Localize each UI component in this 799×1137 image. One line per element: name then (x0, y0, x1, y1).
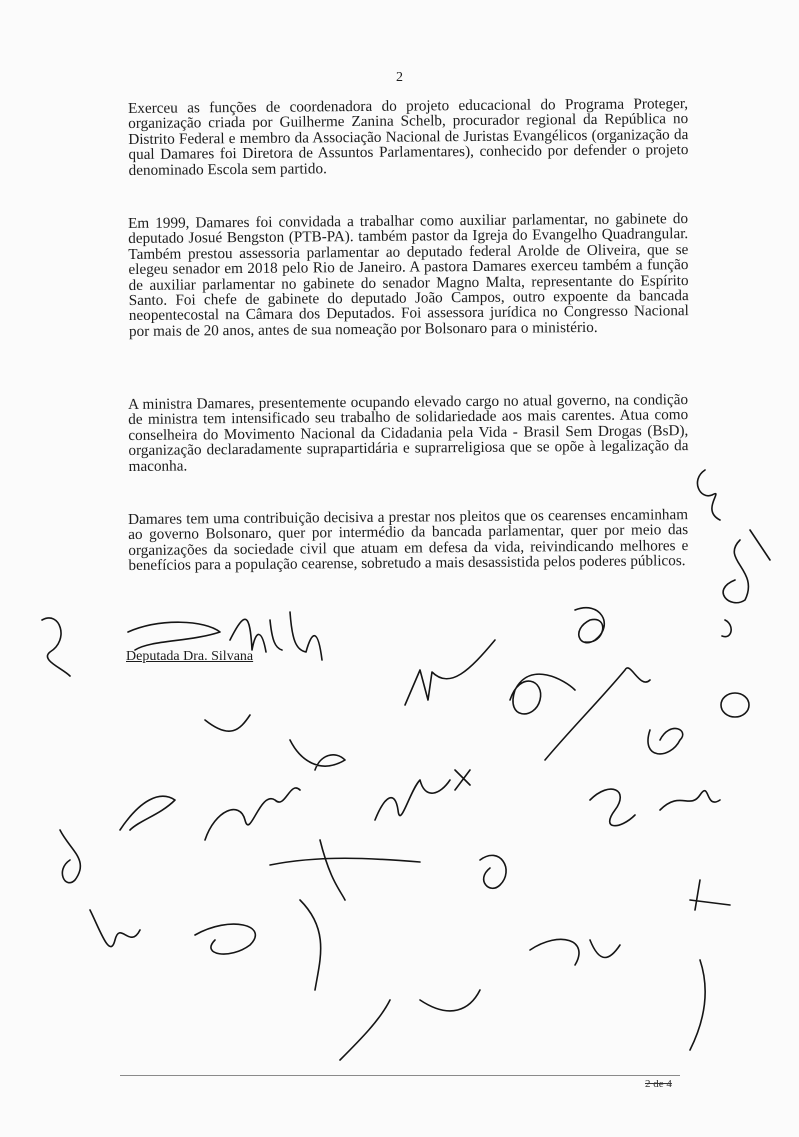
signature-left-3 (120, 796, 175, 830)
signature-diagonal (545, 668, 650, 760)
signature-right-4 (590, 789, 635, 826)
signature-right-6 (690, 880, 730, 910)
paragraph-contribution: Damares tem uma contribuição decisiva a prestar nos pleitos que os cearenses encaminham ao governo Bolsonaro, quer por intermédio da bancada parlamentar, quer por meio das organizações da sociedade civil que atuam em defesa da vida, reivindicando melhores e benefícios para a população cearense, sobretudo a mais desassistida pelos poderes públicos. (127, 506, 689, 575)
signature-right-5 (660, 791, 720, 810)
paragraph-career: Em 1999, Damares foi convidada a trabalhar como auxiliar parlamentar, no gabinete do deputado Josué Bengston (PTB-PA). também pastor da Igreja do Evangelho Quadrangular. Também prestou assessoria parlamentar ao deputado federal Arolde de Oliveira, que se elegeu senador em 2018 pelo Rio de Janeiro. A pastora Damares exerceu também a função de auxiliar parlamentar no gabinete do senador Magno Malta, representante do Espírito Santo. Foi chefe de gabinete do deputado João Campos, outro expoente da bancada neopentecostal na Câmara dos Deputados. Foi assessora jurídica no Congresso Nacional por mais de 20 anos, antes de sua nomeação por Bolsonaro para o ministério. (127, 210, 689, 340)
signature-m (405, 640, 495, 705)
signature-left-2 (205, 715, 345, 770)
footer-page-count: 2 de 4 (645, 1078, 672, 1090)
signature-loop-2 (195, 900, 321, 990)
signature-right-mid (648, 728, 683, 753)
signature-center-1 (375, 770, 470, 820)
signature-top-right-1 (697, 470, 720, 520)
signature-center-3 (480, 855, 506, 888)
signature-center-2 (270, 840, 420, 900)
signature-bottom-2 (340, 1000, 390, 1060)
signature-left-4 (205, 788, 300, 840)
footer-rule (120, 1075, 680, 1076)
signature-left-margin (42, 618, 70, 676)
signature-left-5 (60, 830, 80, 883)
signature-loop-1 (510, 674, 575, 714)
signature-scribble-1 (575, 608, 604, 643)
page-number: 2 (396, 70, 403, 85)
paragraph-ministry: A ministra Damares, presentemente ocupando elevado cargo no atual governo, na condição de ministra tem intensificado seu trabalho de solidariedade aos mais carentes. Atua como conselheira do Movimento Nacional da Cidadania pela Vida - Brasil Sem Drogas (BsD), organização declaradamente suprapartidária e suprarreligiosa que se opõe à legalização da maconha. (127, 391, 689, 475)
signature-bottom-3 (420, 990, 480, 1011)
signature-top-right-2 (723, 530, 770, 603)
signature-bottom-1 (530, 939, 620, 965)
signature-right-7 (690, 960, 705, 1050)
paragraph-proteger: Exerceu as funções de coordenadora do projeto educacional do Programa Proteger, organização criada por Guilherme Zanina Schelb, procurador regional da República no Distrito Federal e membro da Associação Nacional de Juristas Evangélicos (organização da qual Damares foi Diretora de Assuntos Parlamentares), conhecido por defender o projeto denominado Escola sem partido. (127, 95, 689, 179)
signature-caption: Deputada Dra. Silvana (126, 649, 254, 664)
signature-left-6 (90, 910, 140, 947)
signature-right-3 (722, 620, 731, 637)
signature-circle-right (721, 693, 749, 717)
